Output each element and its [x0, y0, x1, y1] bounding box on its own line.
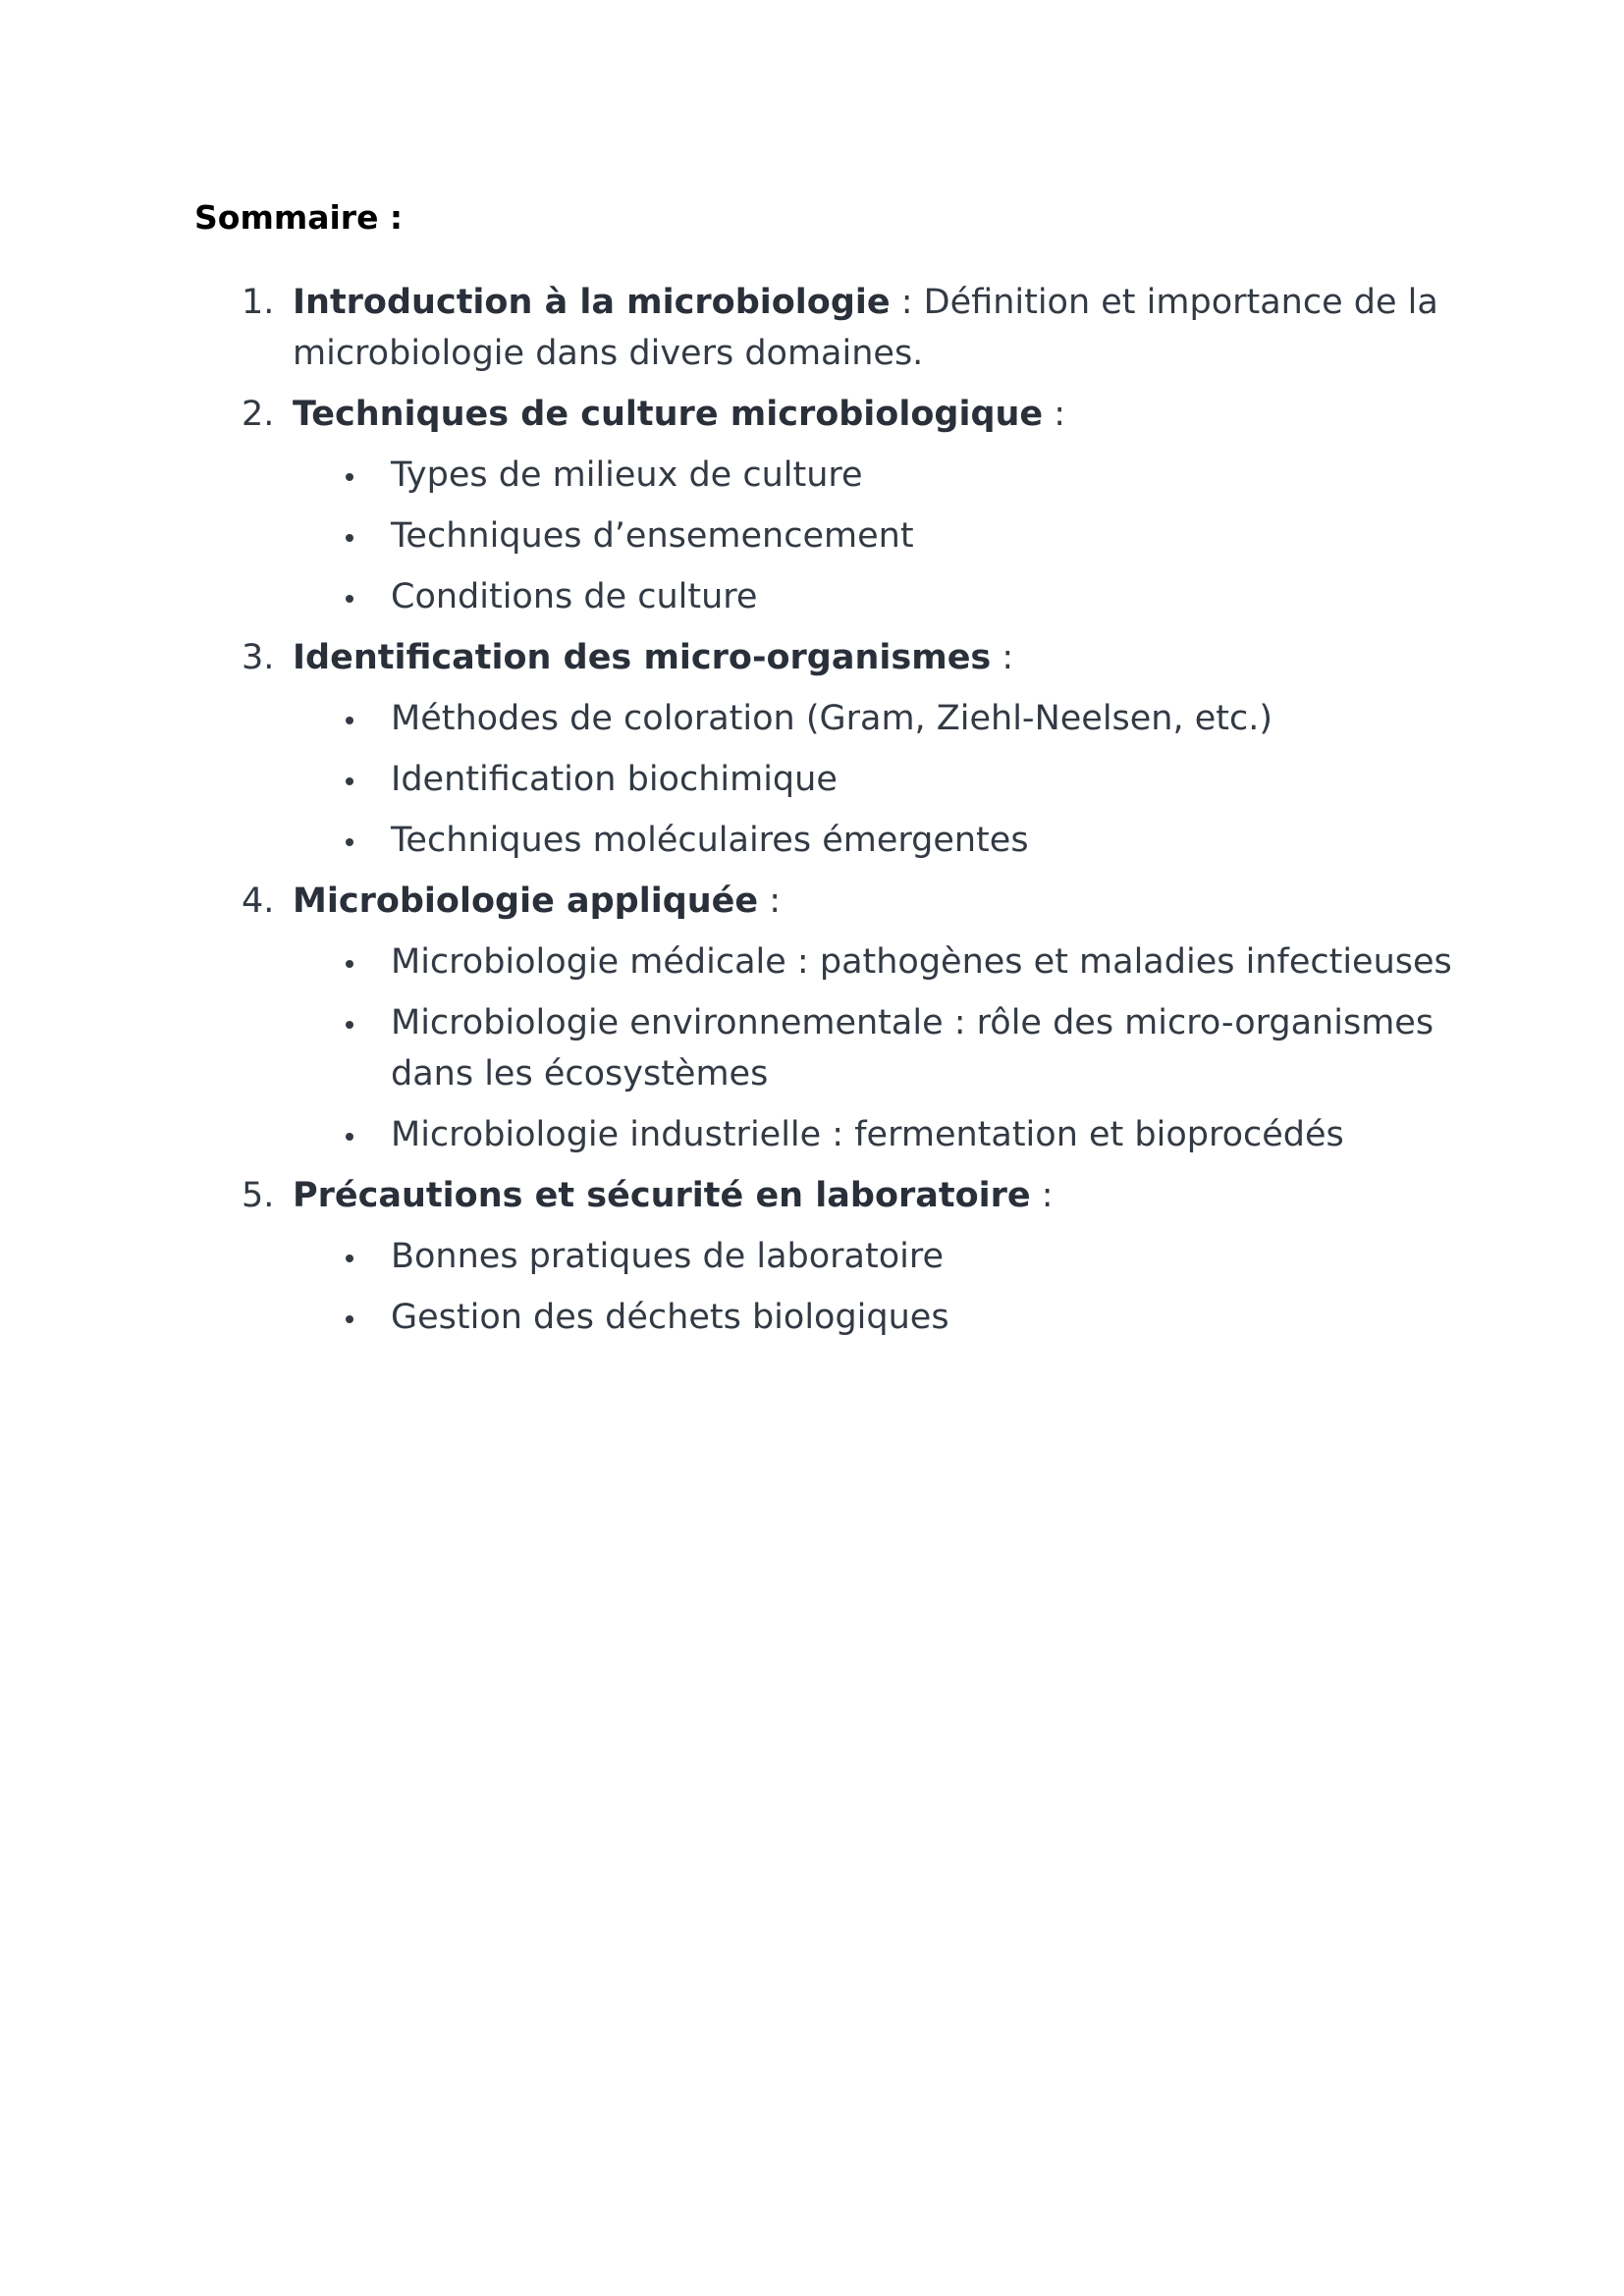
sub-item: Types de milieux de culture: [391, 450, 1481, 501]
sub-item: Techniques d’ensemencement: [391, 510, 1481, 561]
item-number: 2.: [242, 395, 275, 434]
summary-item-lab-safety: [242, 1170, 1481, 1343]
sub-item: Méthodes de coloration (Gram, Ziehl-Neelsen, etc.): [391, 693, 1481, 744]
sub-item: Microbiologie industrielle : fermentation et bioprocédés: [391, 1109, 1481, 1160]
item-title: Identification des micro-organismes: [293, 638, 992, 677]
item-suffix: :: [1043, 395, 1066, 434]
item-title: Précautions et sécurité en laboratoire: [293, 1176, 1031, 1215]
item-number: 3.: [242, 638, 275, 677]
sub-item: Conditions de culture: [391, 571, 1481, 622]
item-title: Techniques de culture microbiologique: [293, 395, 1044, 434]
summary-list: [242, 277, 1481, 1353]
sub-list: [293, 1231, 1481, 1343]
summary-heading: Sommaire :: [194, 198, 404, 237]
summary-item-culture-techniques: [242, 389, 1481, 622]
sub-item: Microbiologie médicale : pathogènes et maladies infectieuses: [391, 936, 1481, 988]
sub-list: [293, 450, 1481, 622]
item-line: [293, 632, 1481, 683]
sub-item: Microbiologie environnementale : rôle des micro-organismes dans les écosystèmes: [391, 997, 1481, 1099]
summary-item-identification: [242, 632, 1481, 866]
sub-item: Gestion des déchets biologiques: [391, 1292, 1481, 1343]
item-number: 1.: [242, 283, 275, 322]
item-number: 5.: [242, 1176, 275, 1215]
item-title: Microbiologie appliquée: [293, 881, 759, 921]
summary-item-applied-microbiology: [242, 876, 1481, 1160]
sub-item: Techniques moléculaires émergentes: [391, 815, 1481, 866]
item-line: [293, 389, 1481, 440]
item-line: [293, 1170, 1481, 1221]
item-line: [293, 876, 1481, 927]
item-suffix: :: [758, 881, 782, 921]
sub-list: [293, 693, 1481, 866]
item-suffix: :: [991, 638, 1014, 677]
summary-item-introduction: [242, 277, 1481, 379]
item-number: 4.: [242, 881, 275, 921]
sub-list: [293, 936, 1481, 1160]
item-suffix: :: [1030, 1176, 1054, 1215]
sub-item: Bonnes pratiques de laboratoire: [391, 1231, 1481, 1282]
item-line: [293, 277, 1481, 379]
item-description: : Définition et importance de la microbiologie dans divers domaines.: [293, 283, 1438, 373]
sub-item: Identification biochimique: [391, 754, 1481, 805]
item-title: Introduction à la microbiologie: [293, 283, 891, 322]
